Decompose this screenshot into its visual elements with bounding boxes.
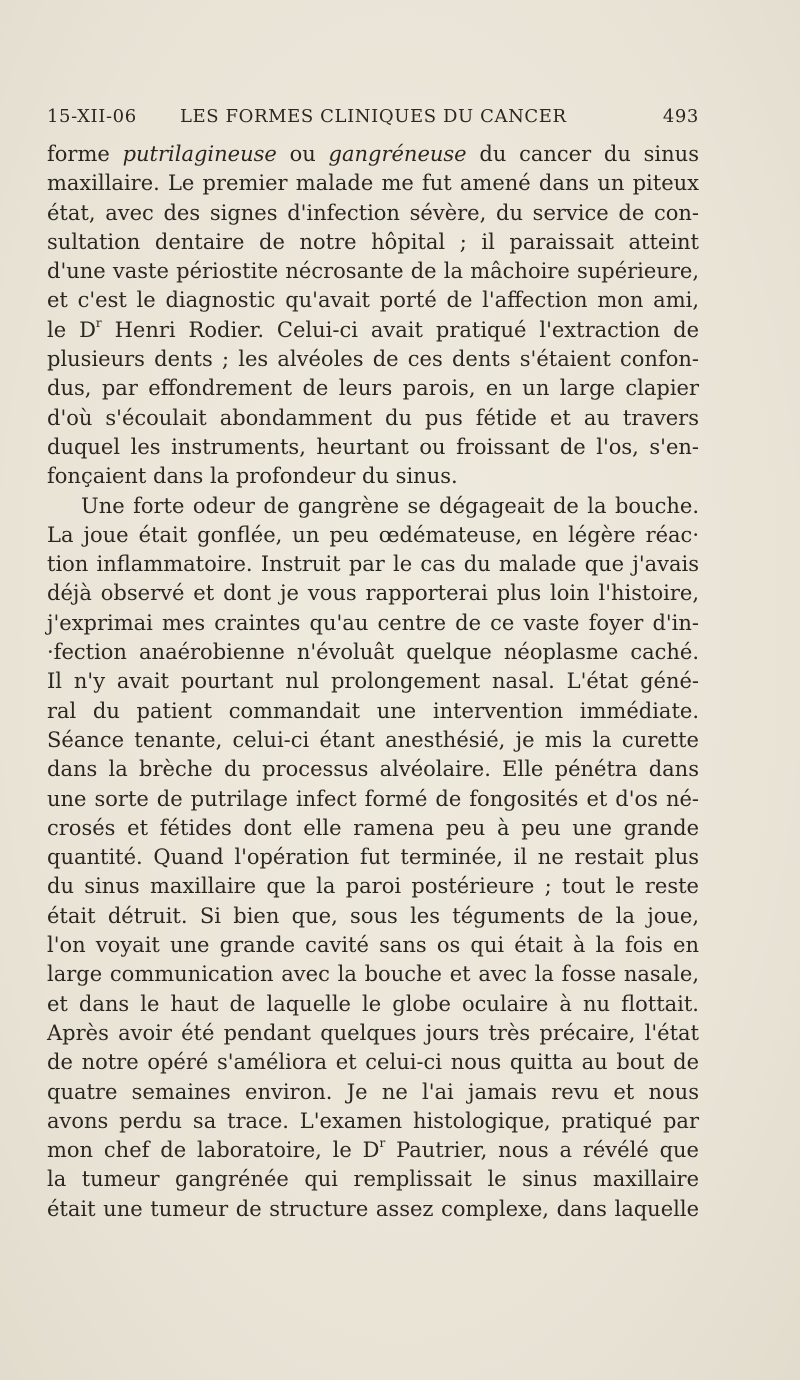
text-line: était détruit. Si bien que, sous les téguments de la joue, [47,903,699,928]
text-line: mon chef de laboratoire, le $D^r$ Pautrier, nous a révélé que [47,1136,699,1163]
text-line: et dans le haut de laquelle le globe oculaire à nu flottait. [47,991,699,1016]
text-line: d'où s'écoulait abondamment du pus fétide et au travers [47,405,699,430]
text-line: de notre opéré s'améliora et celui-ci nous quitta au bout de [47,1050,699,1075]
page-number: 493 [662,106,699,127]
text-line: l'on voyait une grande cavité sans os qui était à la fois en [47,933,699,958]
text-line: quatre semaines environ. Je ne l'ai jamais revu et nous [47,1079,699,1104]
text-line: Après avoir été pendant quelques jours très précaire, l'état [47,1020,699,1045]
text-line: large communication avec la bouche et avec la fosse nasale, [47,962,699,987]
text-line: le $D^r$ Henri Rodier. Celui-ci avait pratiqué l'extraction de [47,315,700,342]
text-line: et c'est le diagnostic qu'avait porté de l'affection mon ami, [47,288,699,313]
text-line: d'une vaste périostite nécrosante de la mâchoire supérieure, [47,259,699,284]
text-line: plusieurs dents ; les alvéoles de ces dents s'étaient confon- [47,347,699,372]
text-line: Séance tenante, celui-ci étant anesthésié, je mis la curette [47,727,699,752]
text-line: fonçaient dans la profondeur du sinus. [47,464,458,489]
text-line: du sinus maxillaire que la paroi postérieure ; tout le reste [47,874,699,899]
text-line: déjà observé et dont je vous rapporterai plus loin l'histoire, [47,581,699,606]
text-line: dus, par effondrement de leurs parois, en un large clapier [47,376,699,401]
text-line: duquel les instruments, heurtant ou froissant de l'os, s'en- [47,434,699,459]
superscript: r [379,1136,386,1151]
text-line: quantité. Quand l'opération fut terminée, il ne restait plus [47,845,699,870]
text-line: La joue était gonflée, un peu œdémateuse, en légère réac· [47,522,699,547]
superscript: r [95,315,102,330]
header-date: 15-XII-06 [47,106,137,127]
header-title: LES FORMES CLINIQUES DU CANCER [180,106,567,127]
italic-term: putrilagineuse [122,142,277,166]
text-line: la tumeur gangrénée qui remplissait le sinus maxillaire [47,1167,699,1192]
text-line: ·fection anaérobienne n'évoluât quelque néoplasme caché. [47,640,699,665]
text-line: crosés et fétides dont elle ramena peu à peu une grande [47,815,699,840]
text-line: tion inflammatoire. Instruit par le cas du malade que j'avais [47,552,699,577]
text-line: avons perdu sa trace. L'examen histologique, pratiqué par [47,1108,699,1133]
text-line: une sorte de putrilage infect formé de fongosités et d'os né- [47,786,699,811]
body-text [47,140,699,1224]
text-line: était une tumeur de structure assez complexe, dans laquelle [47,1196,699,1221]
text-line: sultation dentaire de notre hôpital ; il paraissait atteint [47,229,699,254]
text-line: maxillaire. Le premier malade me fut amené dans un piteux [47,171,699,196]
text-line: dans la brèche du processus alvéolaire. Elle pénétra dans [47,757,699,782]
text-line: état, avec des signes d'infection sévère, du service de con- [47,200,699,225]
paragraph-start-line: Une forte odeur de gangrène se dégageait de la bouche. [81,493,699,518]
text-line: j'exprimai mes craintes qu'au centre de ce vaste foyer d'in- [47,610,699,635]
italic-term: gangréneuse [328,142,467,166]
text-line: forme putrilagineuse ou gangréneuse du cancer du sinus [47,142,699,166]
text-line: Il n'y avait pourtant nul prolongement nasal. L'état géné- [47,669,699,694]
text-line: ral du patient commandait une intervention immédiate. [47,698,699,723]
running-header [47,106,699,136]
